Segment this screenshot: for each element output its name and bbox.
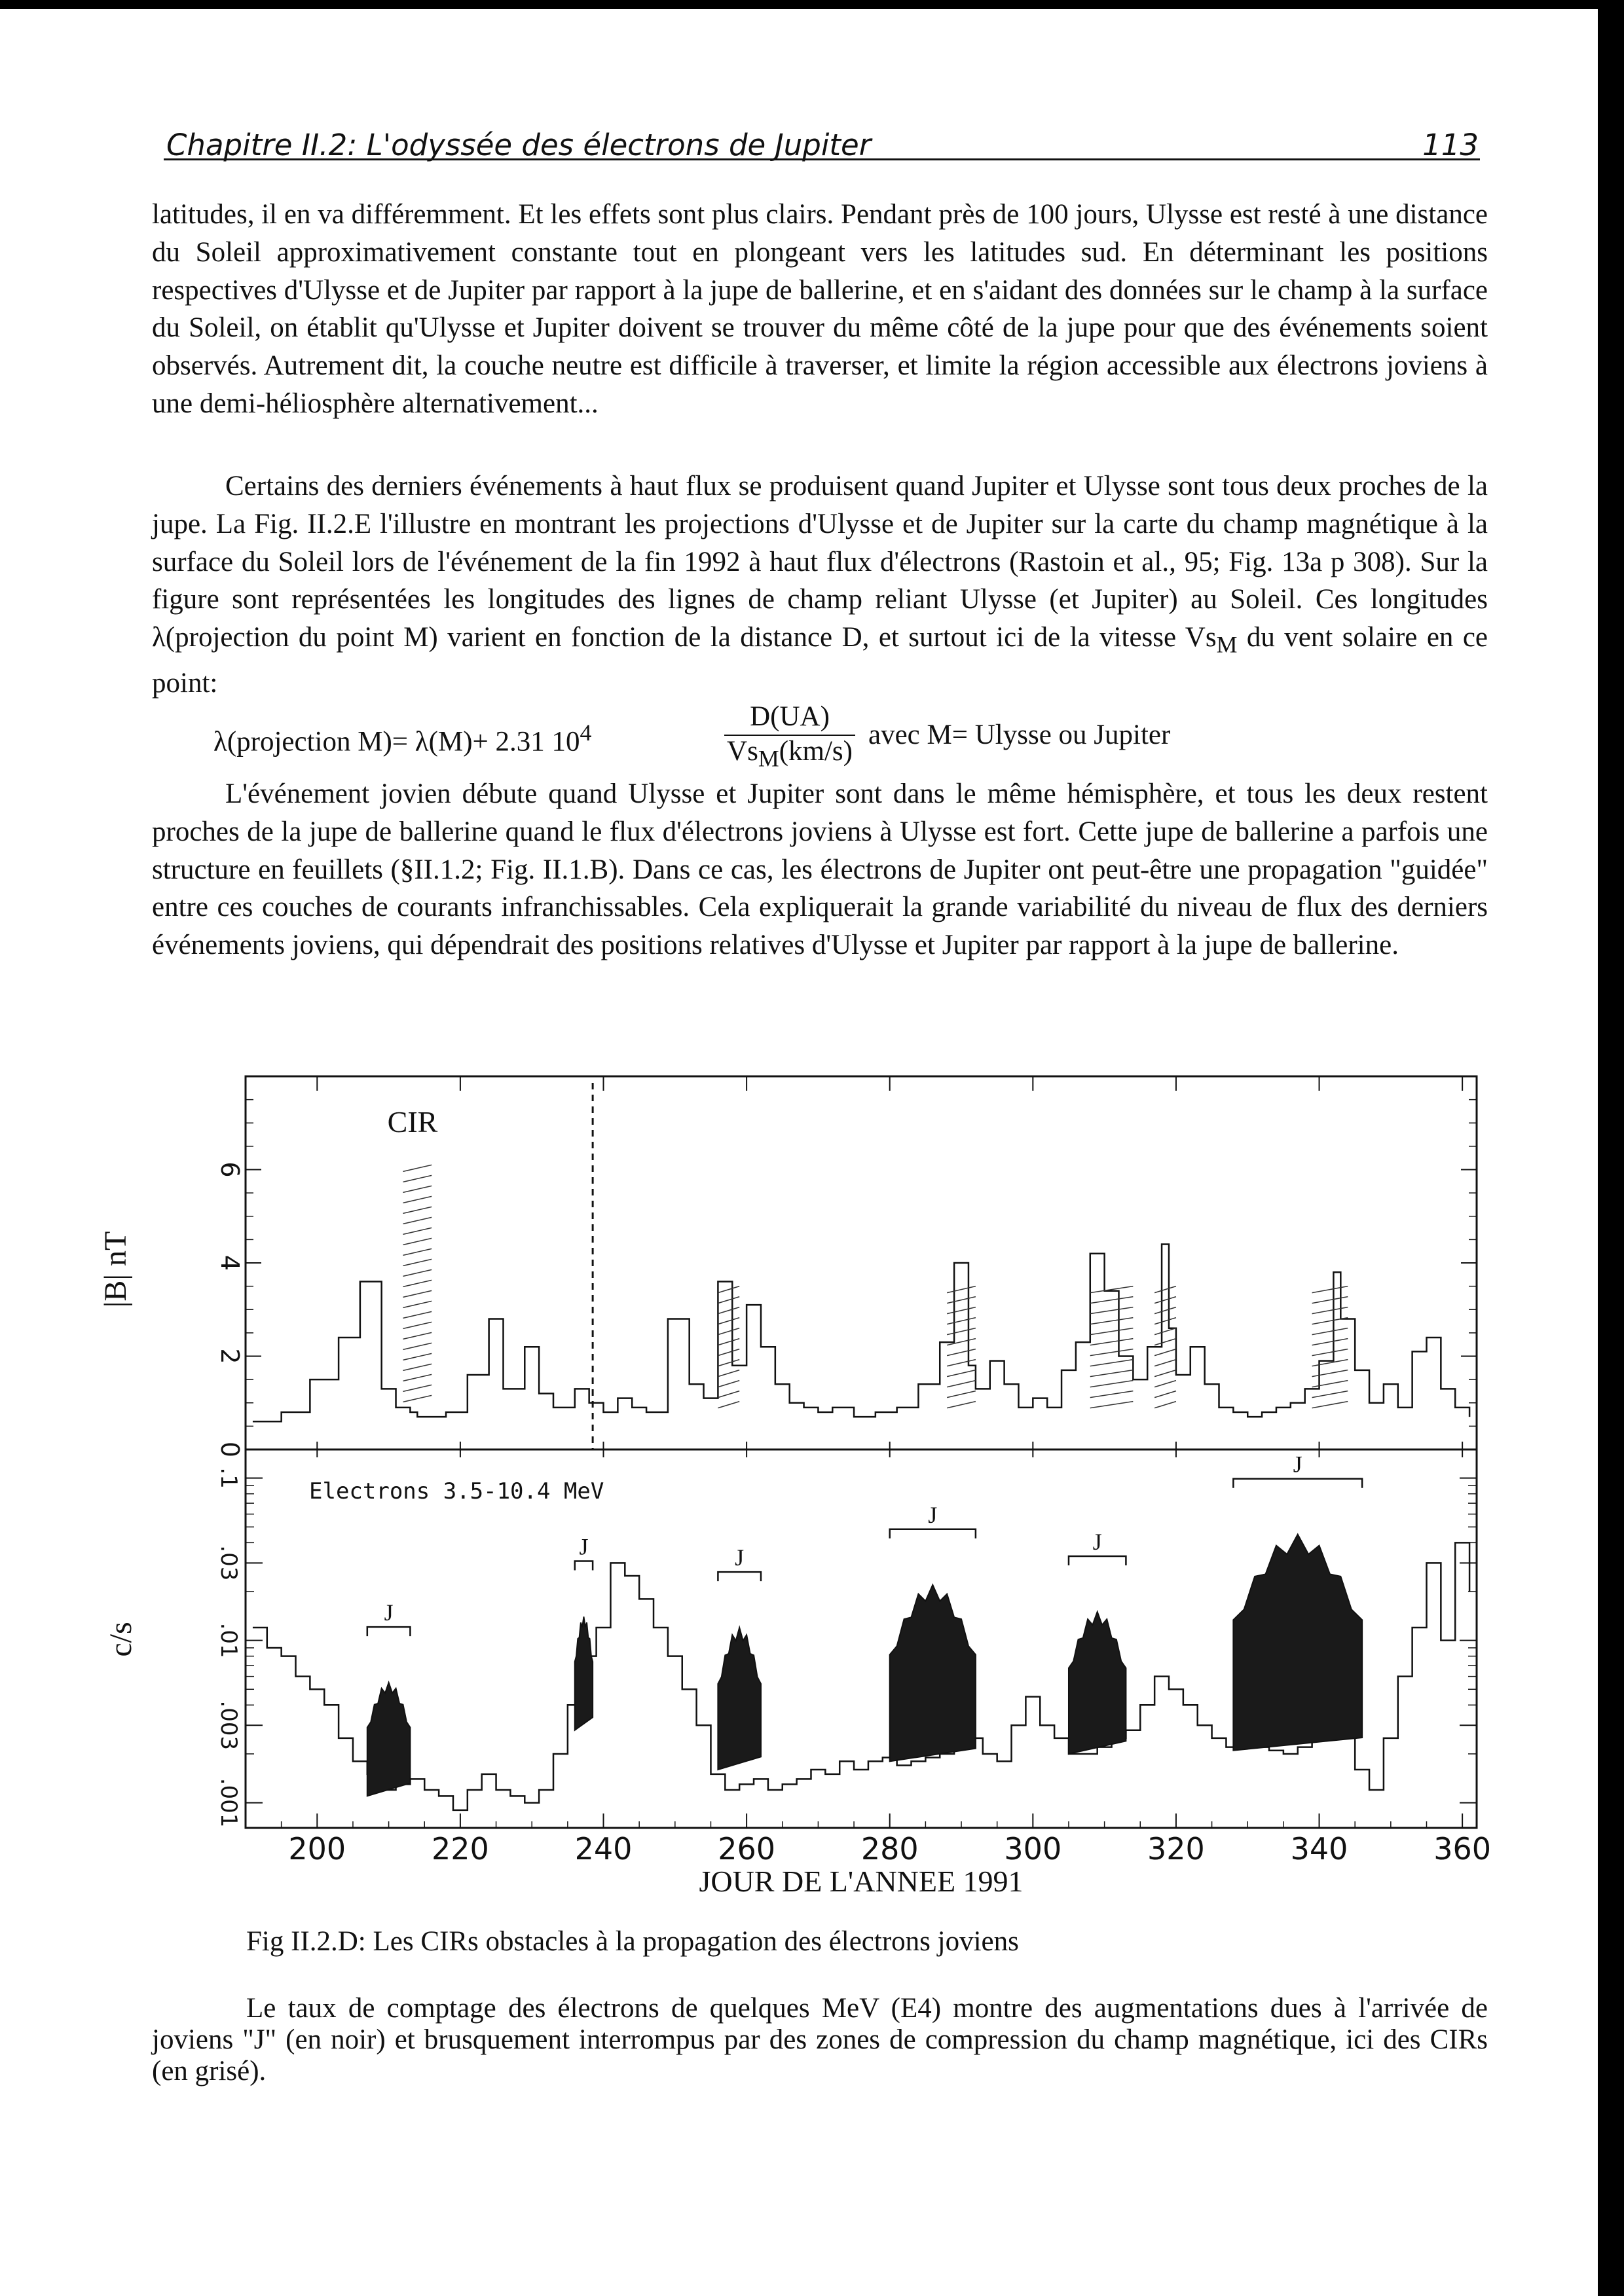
cir-hatch-line [1312,1286,1348,1293]
jovian-event-bracket-6 [1233,1479,1362,1488]
cir-hatch-line [718,1339,739,1345]
cir-hatch-line [403,1311,432,1318]
cir-hatch-line [947,1318,976,1324]
bottom-y-axis-label: c/s [103,1622,138,1657]
x-tick-label-200: 200 [288,1831,346,1867]
magnetic-field-series [253,1245,1469,1422]
cir-hatch-line [947,1328,976,1335]
document-page [0,9,1598,2296]
cir-hatch-line [718,1402,739,1408]
electron-channel-label: Electrons 3.5-10.4 MeV [309,1478,604,1504]
jovian-event-bracket-1 [367,1627,411,1636]
jovian-event-fill-6 [1233,1535,1362,1751]
jovian-event-label-4: J [928,1501,938,1528]
cir-hatch-line [1312,1349,1348,1356]
bottom-y-tick-label-.03: .03 [215,1545,242,1581]
top-y-tick-label-4: 4 [215,1254,244,1271]
jovian-event-fill-2 [575,1616,593,1730]
paragraph-2-text [152,467,1488,702]
cir-hatch-line [947,1307,976,1314]
formula-exponent: 4 [580,720,592,746]
cir-hatch-line [1154,1318,1176,1324]
cir-hatch-line [403,1259,432,1266]
cir-hatch-line [718,1318,739,1324]
top-y-tick-label-2: 2 [215,1348,244,1364]
cir-hatch-line [403,1343,432,1349]
chapter-title: Chapitre II.2: L'odyssée des électrons de Jupiter [166,128,872,162]
top-y-axis-label: |B| nT [98,1231,133,1308]
x-tick-label-320: 320 [1147,1831,1205,1867]
jovian-event-bracket-5 [1069,1556,1126,1565]
bottom-y-tick-label-.1: .1 [215,1467,242,1489]
x-tick-label-280: 280 [860,1831,919,1867]
paragraph-2-subscript: M [1216,631,1238,658]
cir-hatch-line [718,1381,739,1387]
cir-hatch-line [403,1228,432,1234]
bottom-y-tick-label-.01: .01 [215,1622,242,1658]
cir-hatch-line [1312,1328,1348,1335]
cir-hatch-line [947,1370,976,1377]
jovian-event-label-3: J [735,1544,745,1571]
cir-hatch-line [403,1186,432,1192]
jovian-event-bracket-3 [718,1572,761,1581]
cir-hatch-line [403,1364,432,1370]
paragraph-1-text: latitudes, il en va différemment. Et les effets sont plus clairs. Pendant près de 100 jours, Ulysse est resté à une distance du Soleil approximativement constante tout en plongeant vers les latitudes sud. En déterminant les positions respectives d'Ulysse et de Jupiter par rapport à la jupe de ballerine, et en s'aidant des données sur le champ à la surface du Soleil, on établit qu'Ulysse et Jupiter doivent se trouver du même côté de la jupe pour que des événements soient observés. Autrement dit, la couche neutre est difficile à traverser, et limite la région accessible aux électrons joviens à une demi-héliosphère alternativement... [152,199,1488,419]
cir-hatch-line [403,1269,432,1276]
formula-lhs [213,719,591,757]
x-tick-label-220: 220 [432,1831,489,1867]
figure-svg [98,1063,1506,1914]
cir-hatch-line [1312,1307,1348,1314]
cir-hatch-line [1154,1339,1176,1345]
cir-hatch-line [947,1381,976,1387]
cir-hatch-line [1154,1286,1176,1293]
formula-fraction [724,701,855,774]
jovian-event-fill-4 [890,1585,976,1762]
x-tick-label-360: 360 [1433,1831,1492,1867]
cir-hatch-line [403,1395,432,1402]
cir-hatch-line [1090,1318,1134,1324]
x-tick-label-300: 300 [1004,1831,1062,1867]
cir-hatch-line [718,1286,739,1293]
cir-hatch-line [403,1248,432,1255]
bottom-y-tick-label-.003: .003 [215,1700,242,1751]
jovian-event-label-5: J [1092,1529,1102,1556]
jovian-event-label-2: J [579,1533,589,1560]
jovian-event-bracket-4 [890,1529,976,1539]
cir-hatch-line [1090,1391,1134,1398]
jovian-event-label-6: J [1293,1451,1302,1478]
cir-hatch-line [718,1370,739,1377]
cir-hatch-line [403,1374,432,1381]
cir-hatch-line [718,1349,739,1356]
figure-caption-title: Fig II.2.D: Les CIRs obstacles à la propagation des électrons joviens [246,1926,1019,1957]
cir-hatch-line [403,1175,432,1182]
jovian-event-bracket-2 [575,1561,593,1570]
paragraph-2-main: Certains des derniers événements à haut flux se produisent quand Jupiter et Ulysse sont tous deux proches de la jupe. La Fig. II.2.E l'illustre en montrant les projections d'Ulysse et de Jupiter sur la carte du champ magnétique à la surface du Soleil lors de l'événement de la fin 1992 à haut flux d'électrons (Rastoin et al., 95; Fig. 13a p 308). Sur la figure sont représentées les longitudes des lignes de champ reliant Ulysse (et Jupiter) au Soleil. Ces longitudes λ(projection du point M) varient en fonction de la distance D, et surtout ici de la vitesse Vs [152,471,1488,653]
cir-hatch-line [1312,1402,1348,1408]
formula-denominator-text: Vs [727,736,758,767]
cir-hatch-line [1090,1286,1134,1293]
cir-hatch-line [403,1290,432,1297]
cir-hatch-line [1312,1318,1348,1324]
jovian-event-label-1: J [384,1599,394,1626]
cir-hatch-line [1154,1328,1176,1335]
bottom-y-tick-label-.001: .001 [215,1777,242,1828]
top-y-tick-label-6: 6 [215,1161,244,1178]
cir-hatch-line [1090,1328,1134,1335]
cir-hatch-line [718,1297,739,1303]
paragraph-3-text: L'événement jovien débute quand Ulysse et Jupiter sont dans le même hémisphère, et tous les deux restent proches de la jupe de ballerine quand le flux d'électrons joviens à Ulysse est fort. Cette jupe de ballerine a parfois une structure en feuillets (§II.1.2; Fig. II.1.B). Dans ce cas, les électrons de Jupiter ont peut-être une propagation "guidée" entre ces couches de courants infranchissables. Cela expliquerait la grande variabilité du niveau de flux des derniers événements joviens, qui dépendrait des positions relatives d'Ulysse et Jupiter par rapport à la jupe de ballerine. [152,778,1488,961]
cir-annotation: CIR [387,1105,438,1139]
cir-hatch-line [1154,1307,1176,1314]
cir-hatch-line [1090,1349,1134,1356]
cir-hatch-line [1090,1370,1134,1377]
formula-denominator-subscript: M [758,745,779,772]
top-y-tick-label-0: 0 [215,1441,244,1458]
jovian-event-fill-5 [1069,1612,1126,1754]
cir-hatch-line [1090,1381,1134,1387]
cir-hatch-line [1090,1360,1134,1366]
cir-hatch-line [403,1217,432,1224]
x-tick-label-240: 240 [574,1831,633,1867]
cir-hatch-line [403,1196,432,1203]
formula-denominator-end: (km/s) [779,736,853,767]
cir-hatch-line [947,1349,976,1356]
cir-hatch-line [1090,1297,1134,1303]
cir-hatch-line [1090,1307,1134,1314]
running-header [164,119,1480,160]
formula-rhs: avec M= Ulysse ou Jupiter [868,720,1171,750]
cir-hatch-line [1312,1391,1348,1398]
paragraph-1 [152,196,1488,423]
cir-hatch-line [1154,1349,1176,1356]
cir-hatch-line [947,1402,976,1408]
cir-hatch-line [947,1391,976,1398]
formula-numerator: D(UA) [724,701,855,736]
figure-caption-body: Le taux de comptage des électrons de quelques MeV (E4) montre des augmentations dues à l'arrivée de joviens "J" (en noir) et brusquement interrompus par des zones de compression du champ magnétique, ici des CIRs (en grisé). [152,1993,1488,2086]
cir-hatch-line [1154,1402,1176,1408]
x-tick-label-260: 260 [718,1831,776,1867]
cir-hatch-line [403,1207,432,1213]
cir-hatch-line [1154,1391,1176,1398]
cir-hatch-line [403,1385,432,1391]
formula-lhs-text: λ(projection M)= λ(M)+ 2.31 10 [213,726,580,757]
x-axis-label: JOUR DE L'ANNEE 1991 [699,1865,1024,1898]
cir-hatch-line [403,1238,432,1245]
cir-hatch-line [1090,1402,1134,1408]
cir-hatch-line [1312,1381,1348,1387]
cir-hatch-line [403,1322,432,1328]
paragraph-3 [152,775,1488,964]
cir-hatch-line [947,1297,976,1303]
jovian-event-fill-3 [718,1628,761,1770]
cir-hatch-line [718,1328,739,1335]
cir-hatch-line [403,1165,432,1171]
cir-hatch-line [1154,1370,1176,1377]
formula-denominator [724,736,855,774]
cir-hatch-line [1154,1297,1176,1303]
cir-hatch-line [1312,1370,1348,1377]
cir-hatch-line [403,1332,432,1339]
cir-hatch-line [1090,1339,1134,1345]
x-tick-label-340: 340 [1290,1831,1348,1867]
cir-hatch-line [403,1301,432,1307]
paragraph-2-end: du vent solaire en ce point: [152,622,1488,699]
cir-hatch-line [1154,1381,1176,1387]
jovian-event-fill-1 [367,1683,411,1796]
cir-hatch-line [947,1286,976,1293]
cir-hatch-line [1154,1360,1176,1366]
cir-hatch-line [1312,1297,1348,1303]
page-number: 113 [1422,128,1479,162]
figure-plot [98,1063,1506,1914]
cir-hatch-line [403,1353,432,1360]
paragraph-2 [152,467,1488,702]
cir-hatch-line [718,1391,739,1398]
cir-hatch-line [718,1307,739,1314]
cir-hatch-line [403,1280,432,1286]
cir-hatch-line [1312,1339,1348,1345]
